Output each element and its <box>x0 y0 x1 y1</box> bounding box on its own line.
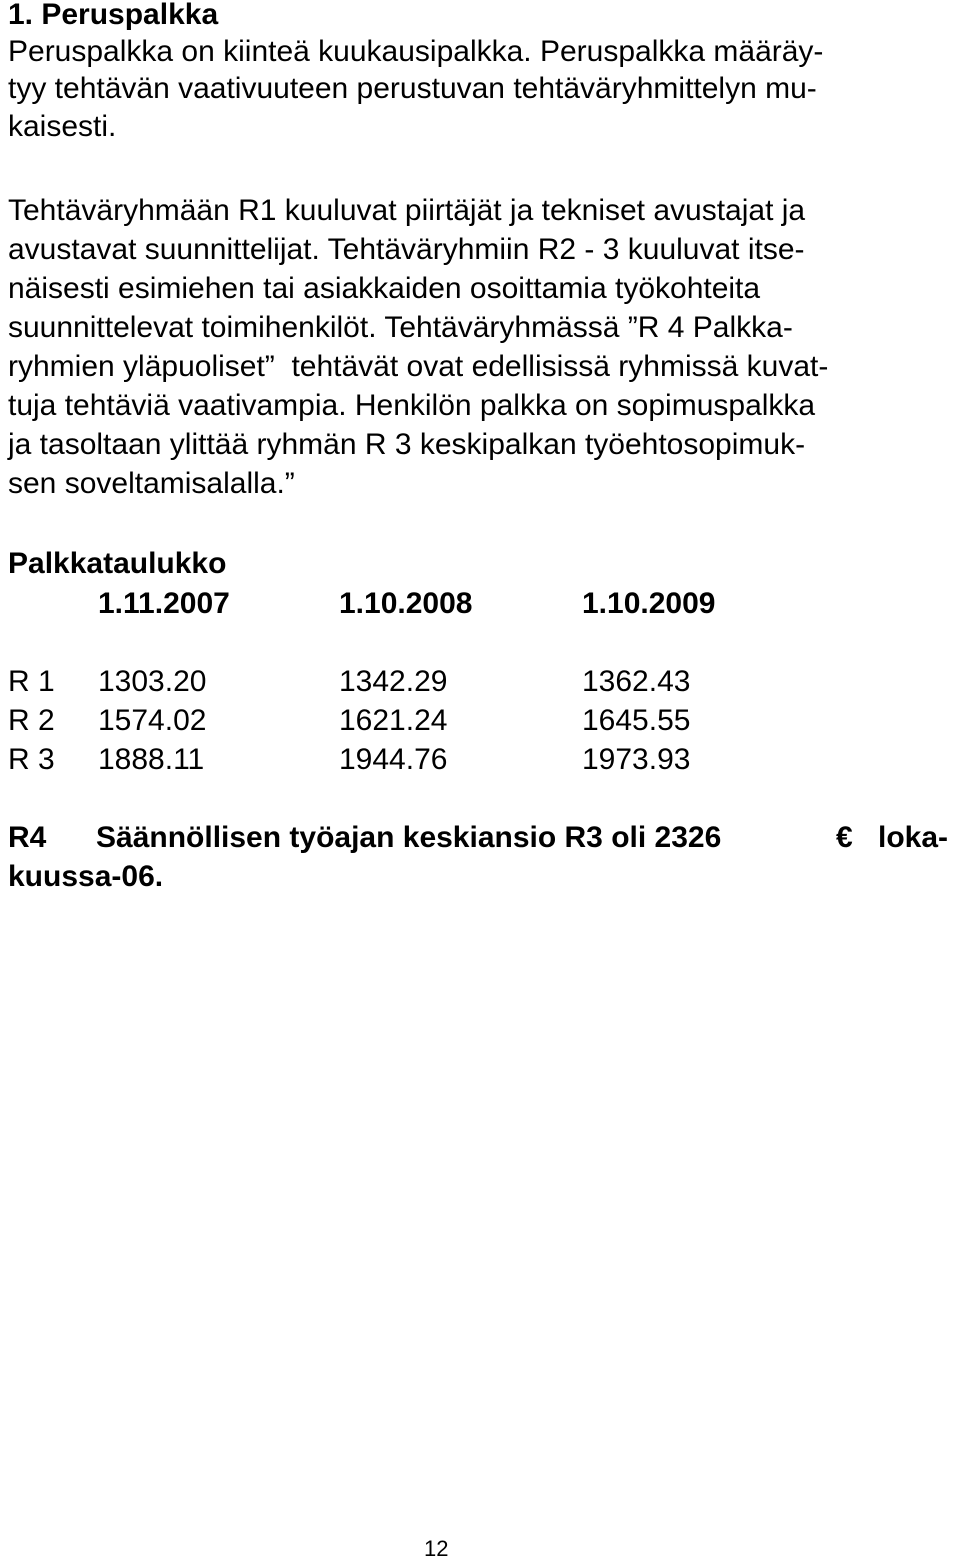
salary-value: 1645.55 <box>582 704 691 737</box>
paragraph-line: ryhmien yläpuoliset” tehtävät ovat edellisissä ryhmissä kuvat- <box>8 350 829 383</box>
salary-value: 1303.20 <box>98 665 207 698</box>
date-header: 1.11.2007 <box>98 587 230 620</box>
salary-value: 1342.29 <box>339 665 448 698</box>
row-group-label: R 3 <box>8 743 55 776</box>
page-number: 12 <box>424 1536 449 1561</box>
salary-value: 1888.11 <box>98 743 205 776</box>
paragraph-line: tuja tehtäviä vaativampia. Henkilön palkka on sopimuspalkka <box>8 389 816 422</box>
salary-value: 1621.24 <box>339 704 448 737</box>
note-label: R4 <box>8 821 47 854</box>
note-text: loka- <box>878 821 949 854</box>
paragraph-line: Tehtäväryhmään R1 kuuluvat piirtäjät ja tekniset avustajat ja <box>8 194 806 227</box>
salary-value: 1362.43 <box>582 665 691 698</box>
paragraph-line: sen soveltamisalalla.” <box>8 467 295 500</box>
row-group-label: R 1 <box>8 665 55 698</box>
paragraph-line: kaisesti. <box>8 110 117 143</box>
paragraph-line: avustavat suunnittelijat. Tehtäväryhmiin R2 - 3 kuuluvat itse- <box>8 233 805 266</box>
salary-value: 1944.76 <box>339 743 448 776</box>
date-header: 1.10.2008 <box>339 587 473 620</box>
row-group-label: R 2 <box>8 704 55 737</box>
paragraph-line: näisesti esimiehen tai asiakkaiden osoittamia työkohteita <box>8 272 761 305</box>
section-heading: 1. Peruspalkka <box>8 0 219 31</box>
table-title: Palkkataulukko <box>8 547 227 580</box>
euro-sign: € <box>836 821 853 854</box>
salary-value: 1574.02 <box>98 704 207 737</box>
date-header: 1.10.2009 <box>582 587 716 620</box>
paragraph-line: suunnittelevat toimihenkilöt. Tehtäväryhmässä ”R 4 Palkka- <box>8 311 793 344</box>
paragraph-line: ja tasoltaan ylittää ryhmän R 3 keskipalkan työehtosopimuk- <box>8 428 806 461</box>
paragraph-line: tyy tehtävän vaativuuteen perustuvan tehtäväryhmittelyn mu- <box>8 72 817 105</box>
note-text: kuussa-06. <box>8 860 164 893</box>
note-text: Säännöllisen työajan keskiansio R3 oli 2326 <box>96 821 722 854</box>
salary-value: 1973.93 <box>582 743 691 776</box>
paragraph-line: Peruspalkka on kiinteä kuukausipalkka. Peruspalkka määräy- <box>8 35 824 68</box>
